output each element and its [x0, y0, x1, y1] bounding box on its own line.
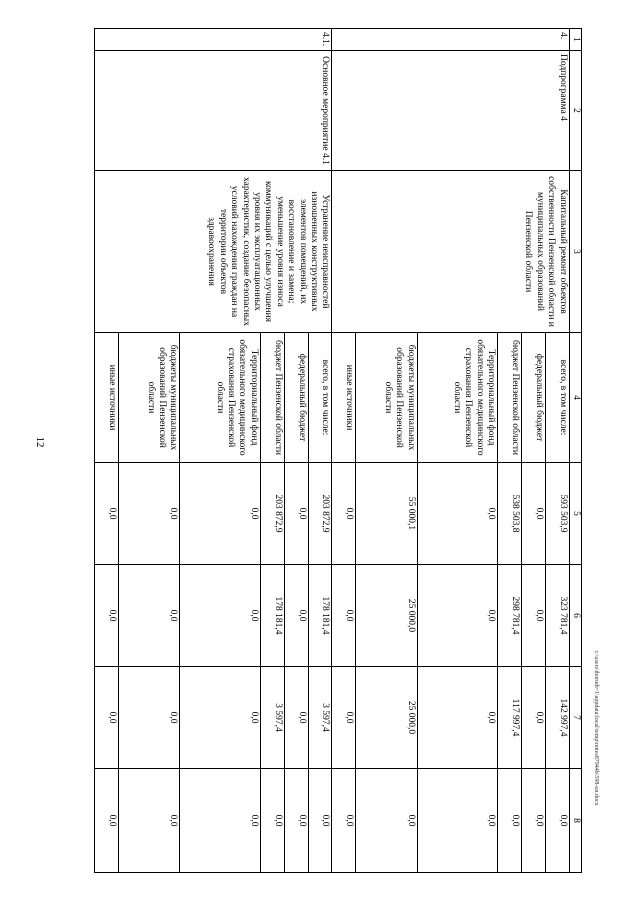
- value-cell: 0,0: [118, 667, 180, 769]
- value-cell: 0,0: [308, 769, 332, 873]
- row-number: 4.: [332, 29, 569, 51]
- header-row: [569, 29, 581, 873]
- page-number: 12: [34, 436, 46, 448]
- value-cell: 0,0: [284, 565, 308, 667]
- header-cell: 3: [569, 171, 581, 333]
- value-cell: 0,0: [95, 769, 119, 873]
- funding-source: бюджеты муниципальных образований Пензенской области: [118, 333, 180, 463]
- header-cell: 8: [569, 769, 581, 873]
- funding-source: бюджет Пензенской области: [498, 333, 522, 463]
- value-cell: 0,0: [284, 769, 308, 873]
- value-cell: 3 597,4: [308, 667, 332, 769]
- value-cell: 0,0: [180, 769, 260, 873]
- value-cell: 0,0: [417, 667, 497, 769]
- value-cell: 298 781,4: [498, 565, 522, 667]
- value-cell: 0,0: [417, 769, 497, 873]
- value-cell: 0,0: [95, 667, 119, 769]
- value-cell: 0,0: [521, 667, 545, 769]
- funding-source: Территориальный фонд обязательного медицинского страхования Пензенской области: [417, 333, 497, 463]
- value-cell: 0,0: [417, 565, 497, 667]
- funding-source: бюджет Пензенской области: [260, 333, 284, 463]
- value-cell: 25 000,0: [356, 667, 418, 769]
- value-cell: 0,0: [180, 463, 260, 565]
- value-cell: 0,0: [332, 565, 356, 667]
- funding-source: иные источники: [95, 333, 119, 463]
- table-row: [545, 29, 569, 873]
- value-cell: 203 872,9: [308, 463, 332, 565]
- value-cell: 55 000,1: [356, 463, 418, 565]
- table-row: [308, 29, 332, 873]
- rotated-table-container: [94, 28, 582, 872]
- table-wrapper: [94, 28, 582, 872]
- value-cell: 0,0: [284, 667, 308, 769]
- header-cell: 2: [569, 51, 581, 171]
- header-cell: 6: [569, 565, 581, 667]
- value-cell: 0,0: [260, 769, 284, 873]
- funding-source: федеральный бюджет: [521, 333, 545, 463]
- value-cell: 117 997,4: [498, 667, 522, 769]
- funding-source: всего, в том числе:: [308, 333, 332, 463]
- value-cell: 0,0: [95, 565, 119, 667]
- value-cell: 0,0: [118, 565, 180, 667]
- value-cell: 0,0: [95, 463, 119, 565]
- value-cell: 0,0: [118, 769, 180, 873]
- value-cell: 0,0: [332, 769, 356, 873]
- value-cell: 0,0: [521, 565, 545, 667]
- row-number: 4.1.: [95, 29, 332, 51]
- value-cell: 538 503,8: [498, 463, 522, 565]
- program-name: Основное мероприятие 4.1: [95, 51, 332, 171]
- header-cell: 7: [569, 667, 581, 769]
- value-cell: 25 000,0: [356, 565, 418, 667]
- program-description: Устранение неисправностей изношенных конструктивных элементов помещений, их восстановление и замена; уменьшение уровня износа коммуникаций с целью улучшения уровня их эксплуатационных характеристик, создание безопасных условий нахождения граждан на территории объектов здравоохранения: [95, 171, 332, 333]
- value-cell: 0,0: [521, 769, 545, 873]
- funding-source: иные источники: [332, 333, 356, 463]
- value-cell: 0,0: [180, 667, 260, 769]
- value-cell: 0,0: [332, 667, 356, 769]
- value-cell: 0,0: [498, 769, 522, 873]
- footer-file-path: c:\users\iborodi~1\appdata\local\temp\notes87944b\598-un.docx: [593, 650, 599, 806]
- value-cell: 0,0: [284, 463, 308, 565]
- value-cell: 0,0: [118, 463, 180, 565]
- header-cell: 1: [569, 29, 581, 51]
- header-cell: 4: [569, 333, 581, 463]
- value-cell: 0,0: [545, 769, 569, 873]
- financing-table: [94, 28, 582, 873]
- value-cell: 0,0: [356, 769, 418, 873]
- value-cell: 203 872,9: [260, 463, 284, 565]
- value-cell: 0,0: [521, 463, 545, 565]
- funding-source: федеральный бюджет: [284, 333, 308, 463]
- header-cell: 5: [569, 463, 581, 565]
- value-cell: 0,0: [332, 463, 356, 565]
- value-cell: 178 181,4: [308, 565, 332, 667]
- value-cell: 0,0: [417, 463, 497, 565]
- funding-source: бюджеты муниципальных образований Пензенской области: [356, 333, 418, 463]
- value-cell: 178 181,4: [260, 565, 284, 667]
- funding-source: всего, в том числе:: [545, 333, 569, 463]
- value-cell: 323 781,4: [545, 565, 569, 667]
- value-cell: 142 997,4: [545, 667, 569, 769]
- program-description: Капитальный ремонт объектов собственности Пензенской области и муниципальных образований Пензенской области: [332, 171, 569, 333]
- value-cell: 0,0: [180, 565, 260, 667]
- funding-source: Территориальный фонд обязательного медицинского страхования Пензенской области: [180, 333, 260, 463]
- value-cell: 593 503,9: [545, 463, 569, 565]
- value-cell: 3 597,4: [260, 667, 284, 769]
- program-name: Подпрограмма 4: [332, 51, 569, 171]
